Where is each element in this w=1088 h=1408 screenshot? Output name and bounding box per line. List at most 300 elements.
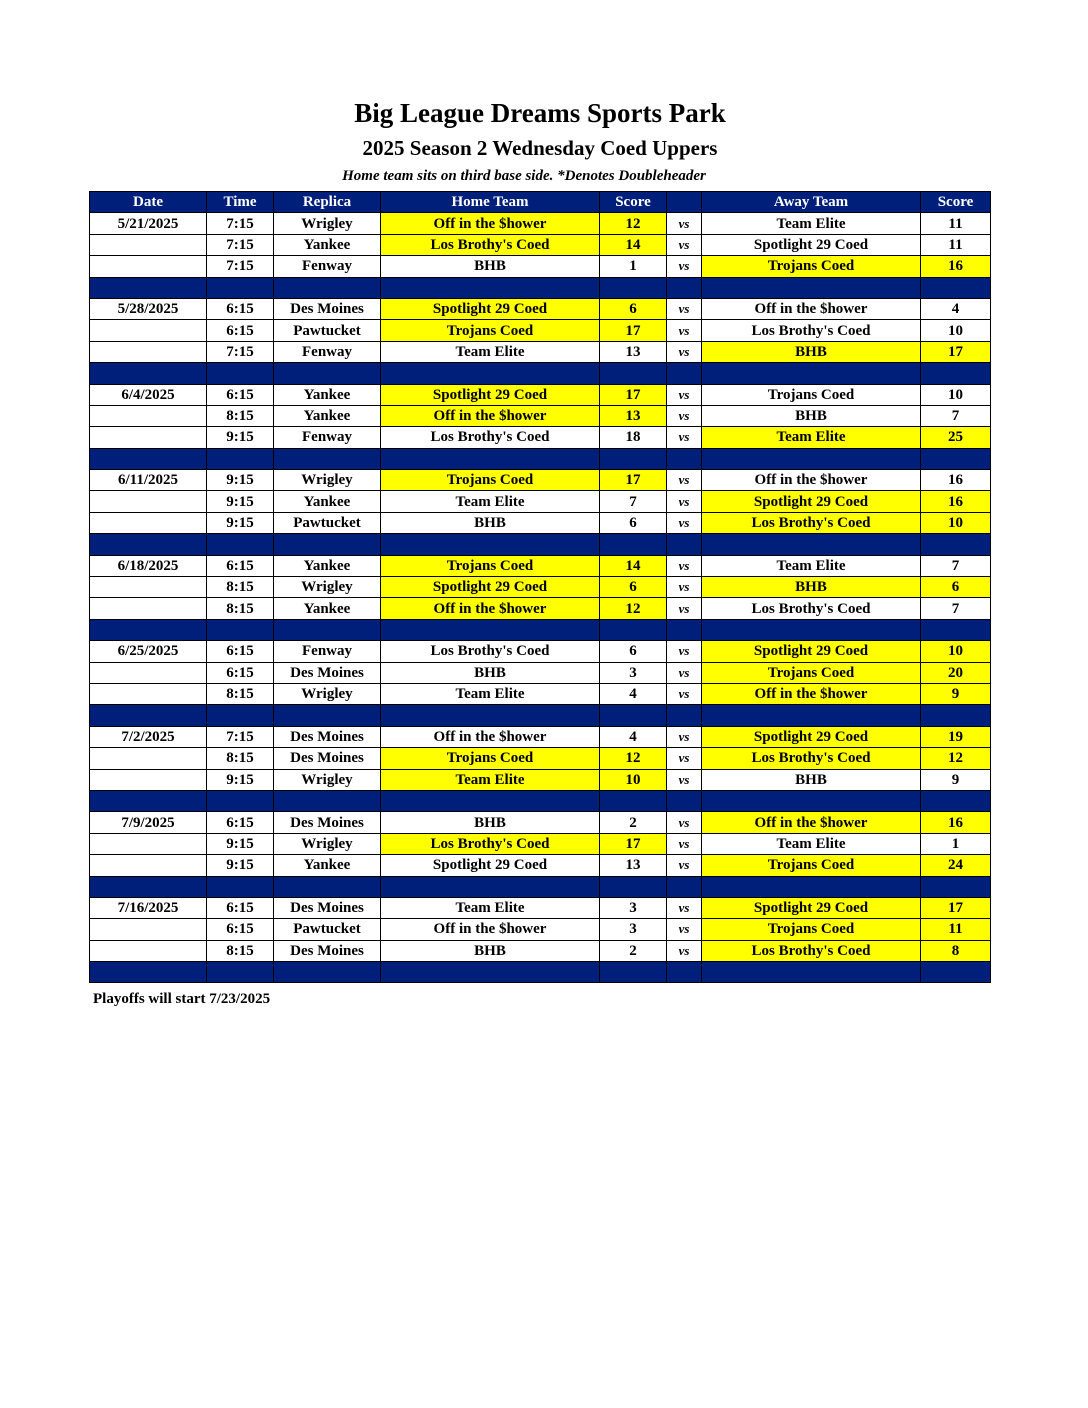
page-subtitle: 2025 Season 2 Wednesday Coed Uppers (362, 136, 718, 160)
vs-label: vs (667, 512, 702, 533)
home-score: 1 (600, 256, 667, 277)
home-team: Team Elite (381, 769, 600, 790)
separator-cell (702, 705, 921, 726)
week-separator (90, 876, 991, 897)
home-score: 6 (600, 512, 667, 533)
separator-cell (702, 363, 921, 384)
game-date (90, 491, 207, 512)
vs-label: vs (667, 641, 702, 662)
away-team: Los Brothy's Coed (702, 598, 921, 619)
vs-label: vs (667, 897, 702, 918)
away-score: 20 (921, 662, 991, 683)
game-time: 9:15 (207, 491, 274, 512)
game-replica: Fenway (274, 256, 381, 277)
separator-cell (207, 705, 274, 726)
separator-cell (274, 876, 381, 897)
game-time: 8:15 (207, 405, 274, 426)
game-time: 7:15 (207, 726, 274, 747)
away-score: 7 (921, 405, 991, 426)
game-replica: Yankee (274, 855, 381, 876)
game-date (90, 341, 207, 362)
game-date (90, 855, 207, 876)
game-row (90, 512, 991, 533)
game-time: 9:15 (207, 470, 274, 491)
header-vs (667, 192, 702, 213)
home-team: Trojans Coed (381, 748, 600, 769)
header-away-score: Score (921, 192, 991, 213)
game-date (90, 256, 207, 277)
separator-cell (90, 534, 207, 555)
away-score: 11 (921, 234, 991, 255)
game-time: 6:15 (207, 662, 274, 683)
home-team: Spotlight 29 Coed (381, 577, 600, 598)
away-team: Spotlight 29 Coed (702, 726, 921, 747)
game-time: 8:15 (207, 748, 274, 769)
separator-cell (667, 619, 702, 640)
separator-cell (702, 876, 921, 897)
away-team: Team Elite (702, 555, 921, 576)
away-score: 4 (921, 298, 991, 319)
away-team: Trojans Coed (702, 662, 921, 683)
separator-cell (274, 363, 381, 384)
home-team: Spotlight 29 Coed (381, 298, 600, 319)
home-score: 13 (600, 341, 667, 362)
away-team: Off in the $hower (702, 812, 921, 833)
game-replica: Pawtucket (274, 320, 381, 341)
game-row (90, 256, 991, 277)
home-score: 4 (600, 726, 667, 747)
week-separator (90, 277, 991, 298)
away-score: 6 (921, 577, 991, 598)
week-separator (90, 534, 991, 555)
home-score: 12 (600, 748, 667, 769)
home-team: BHB (381, 812, 600, 833)
game-date (90, 940, 207, 961)
separator-cell (921, 790, 991, 811)
playoffs-note: Playoffs will start 7/23/2025 (93, 991, 271, 1007)
separator-cell (600, 619, 667, 640)
vs-label: vs (667, 320, 702, 341)
week-separator (90, 962, 991, 983)
away-score: 7 (921, 555, 991, 576)
game-row (90, 234, 991, 255)
separator-cell (667, 790, 702, 811)
home-score: 18 (600, 427, 667, 448)
game-replica: Des Moines (274, 897, 381, 918)
home-score: 6 (600, 577, 667, 598)
separator-cell (381, 790, 600, 811)
schedule-body (90, 213, 991, 983)
separator-cell (600, 790, 667, 811)
vs-label: vs (667, 470, 702, 491)
away-team: Los Brothy's Coed (702, 320, 921, 341)
game-replica: Fenway (274, 341, 381, 362)
home-score: 6 (600, 298, 667, 319)
separator-cell (90, 277, 207, 298)
separator-cell (207, 876, 274, 897)
home-score: 4 (600, 683, 667, 704)
week-separator (90, 619, 991, 640)
game-date: 7/16/2025 (90, 897, 207, 918)
game-row (90, 748, 991, 769)
schedule-note: Home team sits on third base side. *Denotes Doubleheader (342, 168, 706, 184)
away-score: 19 (921, 726, 991, 747)
away-team: Trojans Coed (702, 256, 921, 277)
game-time: 7:15 (207, 213, 274, 234)
away-score: 11 (921, 919, 991, 940)
separator-cell (90, 619, 207, 640)
game-time: 9:15 (207, 855, 274, 876)
game-date: 6/18/2025 (90, 555, 207, 576)
game-row (90, 577, 991, 598)
game-replica: Yankee (274, 384, 381, 405)
game-time: 8:15 (207, 598, 274, 619)
home-score: 17 (600, 384, 667, 405)
game-time: 6:15 (207, 812, 274, 833)
separator-cell (600, 876, 667, 897)
separator-cell (381, 448, 600, 469)
page-title: Big League Dreams Sports Park (354, 98, 726, 128)
separator-cell (207, 790, 274, 811)
game-time: 9:15 (207, 769, 274, 790)
game-row (90, 470, 991, 491)
game-date: 5/21/2025 (90, 213, 207, 234)
game-date: 7/2/2025 (90, 726, 207, 747)
separator-cell (921, 448, 991, 469)
home-score: 2 (600, 940, 667, 961)
vs-label: vs (667, 940, 702, 961)
away-score: 1 (921, 833, 991, 854)
vs-label: vs (667, 812, 702, 833)
vs-label: vs (667, 256, 702, 277)
home-team: Off in the $hower (381, 405, 600, 426)
away-team: BHB (702, 341, 921, 362)
game-date (90, 833, 207, 854)
vs-label: vs (667, 919, 702, 940)
game-row (90, 833, 991, 854)
home-score: 6 (600, 641, 667, 662)
home-team: Off in the $hower (381, 919, 600, 940)
separator-cell (381, 619, 600, 640)
game-row (90, 213, 991, 234)
home-team: Team Elite (381, 897, 600, 918)
away-score: 17 (921, 341, 991, 362)
away-team: Trojans Coed (702, 384, 921, 405)
home-team: Team Elite (381, 491, 600, 512)
vs-label: vs (667, 833, 702, 854)
vs-label: vs (667, 662, 702, 683)
separator-cell (702, 790, 921, 811)
game-time: 6:15 (207, 555, 274, 576)
game-date (90, 662, 207, 683)
game-date (90, 598, 207, 619)
game-row (90, 662, 991, 683)
vs-label: vs (667, 384, 702, 405)
game-time: 8:15 (207, 683, 274, 704)
week-separator (90, 790, 991, 811)
game-replica: Des Moines (274, 726, 381, 747)
away-team: Trojans Coed (702, 855, 921, 876)
header-home-score: Score (600, 192, 667, 213)
home-score: 12 (600, 598, 667, 619)
separator-cell (921, 363, 991, 384)
home-score: 3 (600, 662, 667, 683)
vs-label: vs (667, 405, 702, 426)
home-score: 7 (600, 491, 667, 512)
vs-label: vs (667, 683, 702, 704)
game-row (90, 427, 991, 448)
game-date (90, 427, 207, 448)
game-replica: Wrigley (274, 833, 381, 854)
week-separator (90, 705, 991, 726)
separator-cell (207, 962, 274, 983)
separator-cell (90, 876, 207, 897)
home-team: Trojans Coed (381, 555, 600, 576)
game-row (90, 919, 991, 940)
header-replica: Replica (274, 192, 381, 213)
home-score: 14 (600, 234, 667, 255)
game-replica: Des Moines (274, 298, 381, 319)
separator-cell (667, 705, 702, 726)
separator-cell (600, 534, 667, 555)
home-team: Trojans Coed (381, 470, 600, 491)
game-row (90, 598, 991, 619)
separator-cell (702, 962, 921, 983)
away-score: 16 (921, 256, 991, 277)
away-score: 10 (921, 320, 991, 341)
game-time: 8:15 (207, 577, 274, 598)
home-score: 17 (600, 833, 667, 854)
away-score: 10 (921, 384, 991, 405)
separator-cell (667, 962, 702, 983)
game-row (90, 298, 991, 319)
away-score: 16 (921, 812, 991, 833)
away-team: Spotlight 29 Coed (702, 641, 921, 662)
separator-cell (600, 277, 667, 298)
vs-label: vs (667, 855, 702, 876)
away-team: Spotlight 29 Coed (702, 491, 921, 512)
vs-label: vs (667, 427, 702, 448)
header-home-team: Home Team (381, 192, 600, 213)
game-replica: Des Moines (274, 662, 381, 683)
home-score: 13 (600, 855, 667, 876)
game-replica: Wrigley (274, 577, 381, 598)
separator-cell (702, 277, 921, 298)
away-score: 17 (921, 897, 991, 918)
home-score: 17 (600, 320, 667, 341)
game-replica: Wrigley (274, 213, 381, 234)
game-row (90, 940, 991, 961)
separator-cell (90, 790, 207, 811)
separator-cell (921, 534, 991, 555)
separator-cell (90, 705, 207, 726)
separator-cell (274, 534, 381, 555)
game-replica: Yankee (274, 234, 381, 255)
vs-label: vs (667, 726, 702, 747)
home-score: 14 (600, 555, 667, 576)
vs-label: vs (667, 491, 702, 512)
vs-label: vs (667, 213, 702, 234)
game-replica: Yankee (274, 555, 381, 576)
game-replica: Des Moines (274, 812, 381, 833)
away-score: 25 (921, 427, 991, 448)
home-team: BHB (381, 940, 600, 961)
away-team: Team Elite (702, 833, 921, 854)
game-replica: Des Moines (274, 748, 381, 769)
game-replica: Wrigley (274, 470, 381, 491)
separator-cell (207, 619, 274, 640)
game-date (90, 769, 207, 790)
separator-cell (381, 962, 600, 983)
separator-cell (921, 277, 991, 298)
separator-cell (600, 705, 667, 726)
home-team: BHB (381, 512, 600, 533)
vs-label: vs (667, 769, 702, 790)
separator-cell (921, 619, 991, 640)
away-team: Off in the $hower (702, 298, 921, 319)
home-team: Los Brothy's Coed (381, 427, 600, 448)
week-separator (90, 363, 991, 384)
separator-cell (600, 448, 667, 469)
away-score: 12 (921, 748, 991, 769)
separator-cell (381, 705, 600, 726)
away-team: Off in the $hower (702, 470, 921, 491)
away-team: Los Brothy's Coed (702, 940, 921, 961)
home-team: Spotlight 29 Coed (381, 855, 600, 876)
game-replica: Wrigley (274, 683, 381, 704)
game-row (90, 341, 991, 362)
game-time: 7:15 (207, 234, 274, 255)
separator-cell (921, 962, 991, 983)
away-team: BHB (702, 405, 921, 426)
home-team: BHB (381, 256, 600, 277)
game-time: 9:15 (207, 427, 274, 448)
separator-cell (702, 534, 921, 555)
game-row (90, 320, 991, 341)
separator-cell (667, 363, 702, 384)
home-team: Off in the $hower (381, 726, 600, 747)
game-row (90, 812, 991, 833)
game-date (90, 234, 207, 255)
separator-cell (274, 277, 381, 298)
game-time: 6:15 (207, 384, 274, 405)
game-replica: Fenway (274, 641, 381, 662)
separator-cell (667, 277, 702, 298)
game-row (90, 641, 991, 662)
game-row (90, 769, 991, 790)
home-team: Los Brothy's Coed (381, 833, 600, 854)
header-away-team: Away Team (702, 192, 921, 213)
game-row (90, 683, 991, 704)
game-replica: Yankee (274, 491, 381, 512)
separator-cell (381, 534, 600, 555)
game-row (90, 897, 991, 918)
home-team: BHB (381, 662, 600, 683)
home-score: 17 (600, 470, 667, 491)
game-row (90, 384, 991, 405)
away-score: 10 (921, 512, 991, 533)
game-time: 7:15 (207, 256, 274, 277)
home-score: 12 (600, 213, 667, 234)
game-replica: Des Moines (274, 940, 381, 961)
game-date (90, 320, 207, 341)
separator-cell (274, 790, 381, 811)
away-team: Team Elite (702, 213, 921, 234)
vs-label: vs (667, 341, 702, 362)
home-team: Los Brothy's Coed (381, 234, 600, 255)
away-team: Team Elite (702, 427, 921, 448)
separator-cell (667, 876, 702, 897)
game-row (90, 405, 991, 426)
home-team: Off in the $hower (381, 598, 600, 619)
game-replica: Wrigley (274, 769, 381, 790)
game-row (90, 555, 991, 576)
away-score: 10 (921, 641, 991, 662)
game-date: 6/25/2025 (90, 641, 207, 662)
game-replica: Yankee (274, 598, 381, 619)
separator-cell (90, 448, 207, 469)
game-date (90, 512, 207, 533)
home-score: 13 (600, 405, 667, 426)
home-score: 3 (600, 919, 667, 940)
game-replica: Fenway (274, 427, 381, 448)
game-replica: Yankee (274, 405, 381, 426)
home-team: Team Elite (381, 341, 600, 362)
game-date (90, 683, 207, 704)
away-score: 7 (921, 598, 991, 619)
separator-cell (90, 962, 207, 983)
game-date (90, 919, 207, 940)
game-time: 7:15 (207, 341, 274, 362)
game-date (90, 748, 207, 769)
away-team: Trojans Coed (702, 919, 921, 940)
separator-cell (381, 363, 600, 384)
game-date: 5/28/2025 (90, 298, 207, 319)
home-team: Off in the $hower (381, 213, 600, 234)
game-time: 9:15 (207, 512, 274, 533)
separator-cell (274, 448, 381, 469)
away-team: BHB (702, 769, 921, 790)
away-score: 9 (921, 683, 991, 704)
game-date: 6/4/2025 (90, 384, 207, 405)
header-row (90, 192, 991, 213)
game-time: 6:15 (207, 919, 274, 940)
separator-cell (702, 448, 921, 469)
home-score: 10 (600, 769, 667, 790)
game-time: 8:15 (207, 940, 274, 961)
separator-cell (600, 363, 667, 384)
vs-label: vs (667, 577, 702, 598)
away-score: 16 (921, 470, 991, 491)
header-date: Date (90, 192, 207, 213)
separator-cell (381, 876, 600, 897)
separator-cell (274, 962, 381, 983)
separator-cell (702, 619, 921, 640)
home-team: Team Elite (381, 683, 600, 704)
home-score: 3 (600, 897, 667, 918)
home-score: 2 (600, 812, 667, 833)
vs-label: vs (667, 598, 702, 619)
separator-cell (921, 876, 991, 897)
game-date: 6/11/2025 (90, 470, 207, 491)
away-score: 16 (921, 491, 991, 512)
game-time: 9:15 (207, 833, 274, 854)
game-row (90, 491, 991, 512)
away-team: Spotlight 29 Coed (702, 897, 921, 918)
week-separator (90, 448, 991, 469)
game-time: 6:15 (207, 298, 274, 319)
away-team: BHB (702, 577, 921, 598)
